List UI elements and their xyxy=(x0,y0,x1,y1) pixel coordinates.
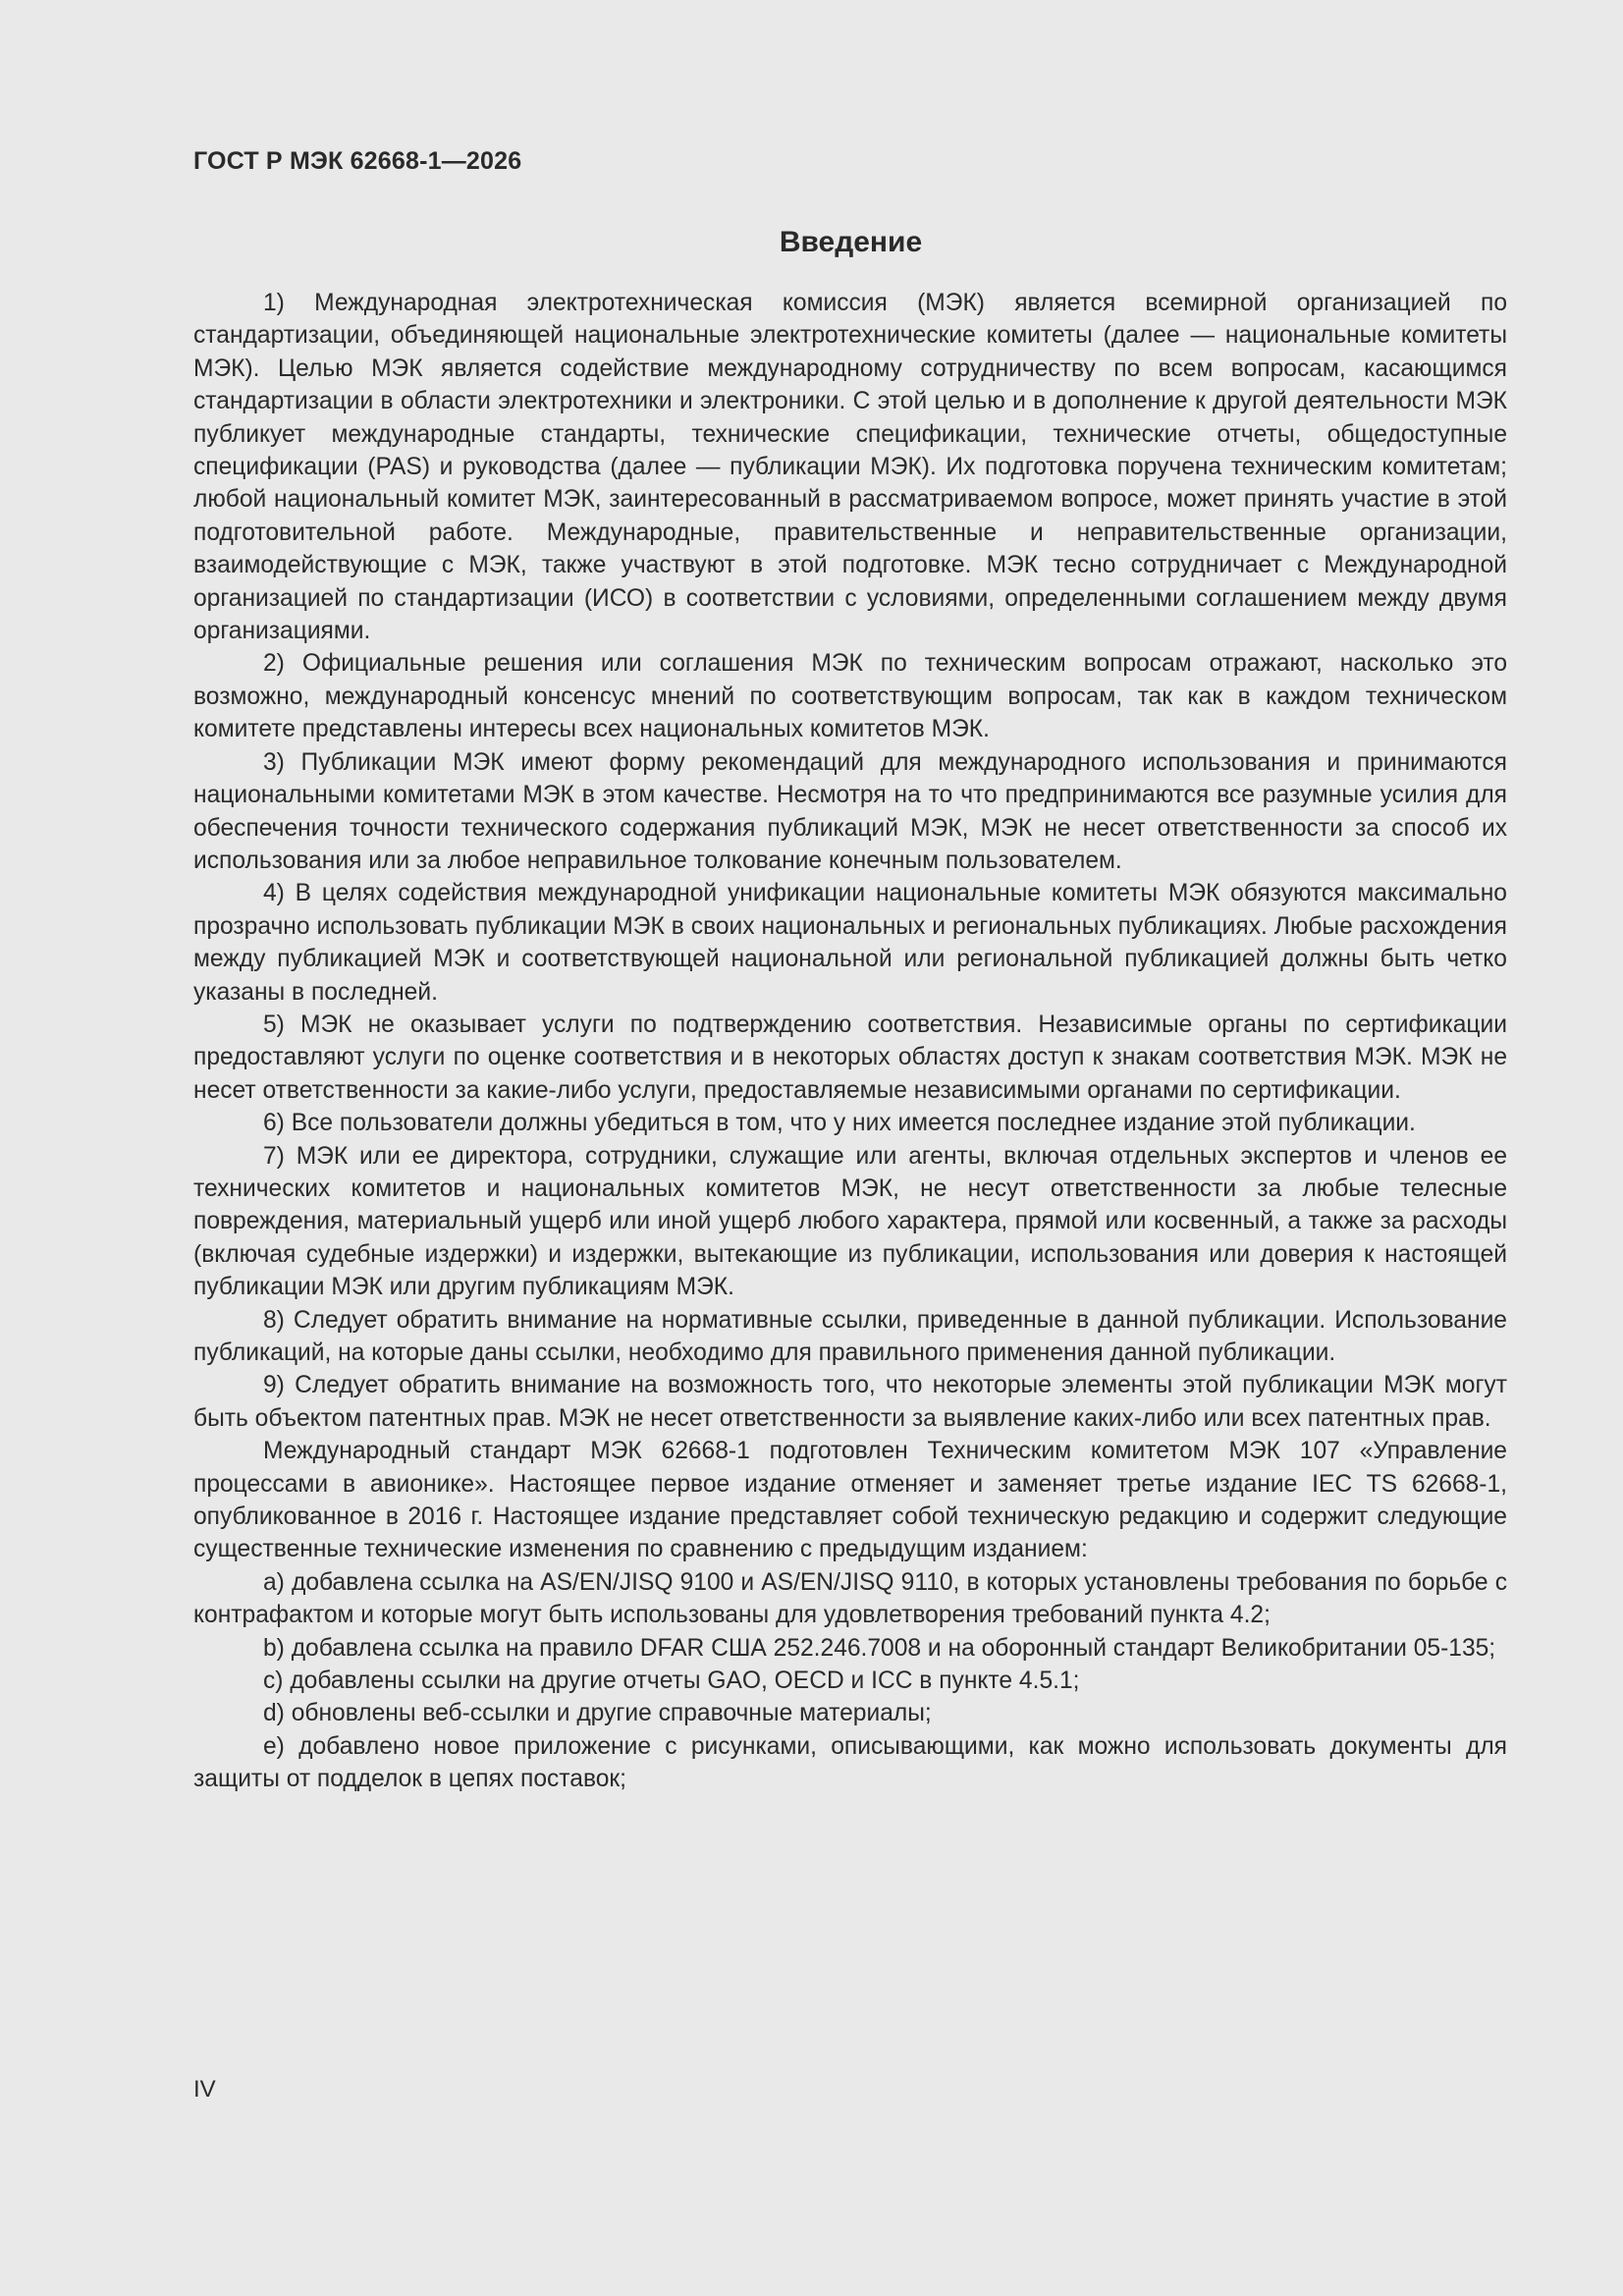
section-title: Введение xyxy=(779,226,923,258)
paragraph-4: 4) В целях содействия международной унификации национальные комитеты МЭК обязуются максимально прозрачно использовать публикации МЭК в своих национальных и региональных публикациях. Любые расхождения между публикацией МЭК и соответствующей национальной или региональной публикацией должны быть четко указаны в последней. xyxy=(193,880,1507,1006)
list-item-b: b) добавлена ссылка на правило DFAR США 252.246.7008 и на оборонный стандарт Великобритании 05-135; xyxy=(263,1634,1496,1662)
paragraph-7: 7) МЭК или ее директора, сотрудники, служащие или агенты, включая отдельных экспертов и членов ее технических комитетов и национальных комитетов МЭК, не несут ответственности за любые телесные повреждения, материальный ущерб или иной ущерб любого характера, прямой или косвенный, а также за расходы (включая судебные издержки) и издержки, вытекающие из публикации, использования или доверия к настоящей публикации МЭК или другим публикациям МЭК. xyxy=(193,1142,1507,1301)
body-text xyxy=(193,287,1507,1796)
paragraph-1: 1) Международная электротехническая комиссия (МЭК) является всемирной организацией по стандартизации, объединяющей национальные электротехнические комитеты (далее — национальные комитеты МЭК). Целью МЭК является содействие международному сотрудничеству по всем вопросам, касающимся стандартизации в области электротехники и электроники. С этой целью и в дополнение к другой деятельности МЭК публикует международные стандарты, технические спецификации, технические отчеты, общедоступные спецификации (PAS) и руководства (далее — публикации МЭК). Их подготовка поручена техническим комитетам; любой национальный комитет МЭК, заинтересованный в рассматриваемом вопросе, может принять участие в этой подготовительной работе. Международные, правительственные и неправительственные организации, взаимодействующие с МЭК, также участвуют в этой подготовке. МЭК тесно сотрудничает с Международной организацией по стандартизации (ИСО) в соответствии с условиями, определенными соглашением между двумя организациями. xyxy=(193,290,1507,645)
paragraph-8: 8) Следует обратить внимание на нормативные ссылки, приведенные в данной публикации. Использование публикаций, на которые даны ссылки, необходимо для правильного применения данной публикации. xyxy=(193,1306,1507,1366)
document-header: ГОСТ Р МЭК 62668-1—2026 xyxy=(193,147,522,175)
list-item-e: e) добавлено новое приложение с рисунками, описывающими, как можно использовать документы для защиты от подделок в цепях поставок; xyxy=(193,1732,1507,1793)
paragraph-6: 6) Все пользователи должны убедиться в том, что у них имеется последнее издание этой публикации. xyxy=(263,1110,1416,1137)
paragraph-standard-info: Международный стандарт МЭК 62668-1 подготовлен Техническим комитетом МЭК 107 «Управление процессами в авионике». Настоящее первое издание отменяет и заменяет третье издание IEC TS 62668-1, опубликованное в 2016 г. Настоящее издание представляет собой техническую редакцию и содержит следующие существенные технические изменения по сравнению с предыдущим изданием: xyxy=(193,1438,1508,1563)
paragraph-2: 2) Официальные решения или соглашения МЭК по техническим вопросам отражают, насколько это возможно, международный консенсус мнений по соответствующим вопросам, так как в каждом техническом комитете представлены интересы всех национальных комитетов МЭК. xyxy=(193,650,1507,743)
paragraph-3: 3) Публикации МЭК имеют форму рекомендаций для международного использования и принимаются национальными комитетами МЭК в этом качестве. Несмотря на то что предпринимаются все разумные усилия для обеспечения точности технического содержания публикаций МЭК, МЭК не несет ответственности за способ их использования или за любое неправильное толкование конечным пользователем. xyxy=(193,748,1507,874)
list-item-c: c) добавлены ссылки на другие отчеты GAO, OECD и ICC в пункте 4.5.1; xyxy=(263,1667,1080,1695)
paragraph-5: 5) МЭК не оказывает услуги по подтверждению соответствия. Независимые органы по сертификации предоставляют услуги по оценке соответствия и в некоторых областях доступ к знакам соответствия МЭК. МЭК не несет ответственности за какие-либо услуги, предоставляемые независимыми органами по сертификации. xyxy=(193,1011,1507,1104)
list-item-a: a) добавлена ссылка на AS/EN/JISQ 9100 и AS/EN/JISQ 9110, в которых установлены требования по борьбе с контрафактом и которые могут быть использованы для удовлетворения требований пункта 4.2; xyxy=(193,1568,1507,1629)
paragraph-9: 9) Следует обратить внимание на возможность того, что некоторые элементы этой публикации МЭК могут быть объектом патентных прав. МЭК не несет ответственности за выявление каких-либо или всех патентных прав. xyxy=(193,1372,1507,1432)
list-item-d: d) обновлены веб-ссылки и другие справочные материалы; xyxy=(263,1700,932,1727)
page-number: IV xyxy=(193,2076,216,2103)
